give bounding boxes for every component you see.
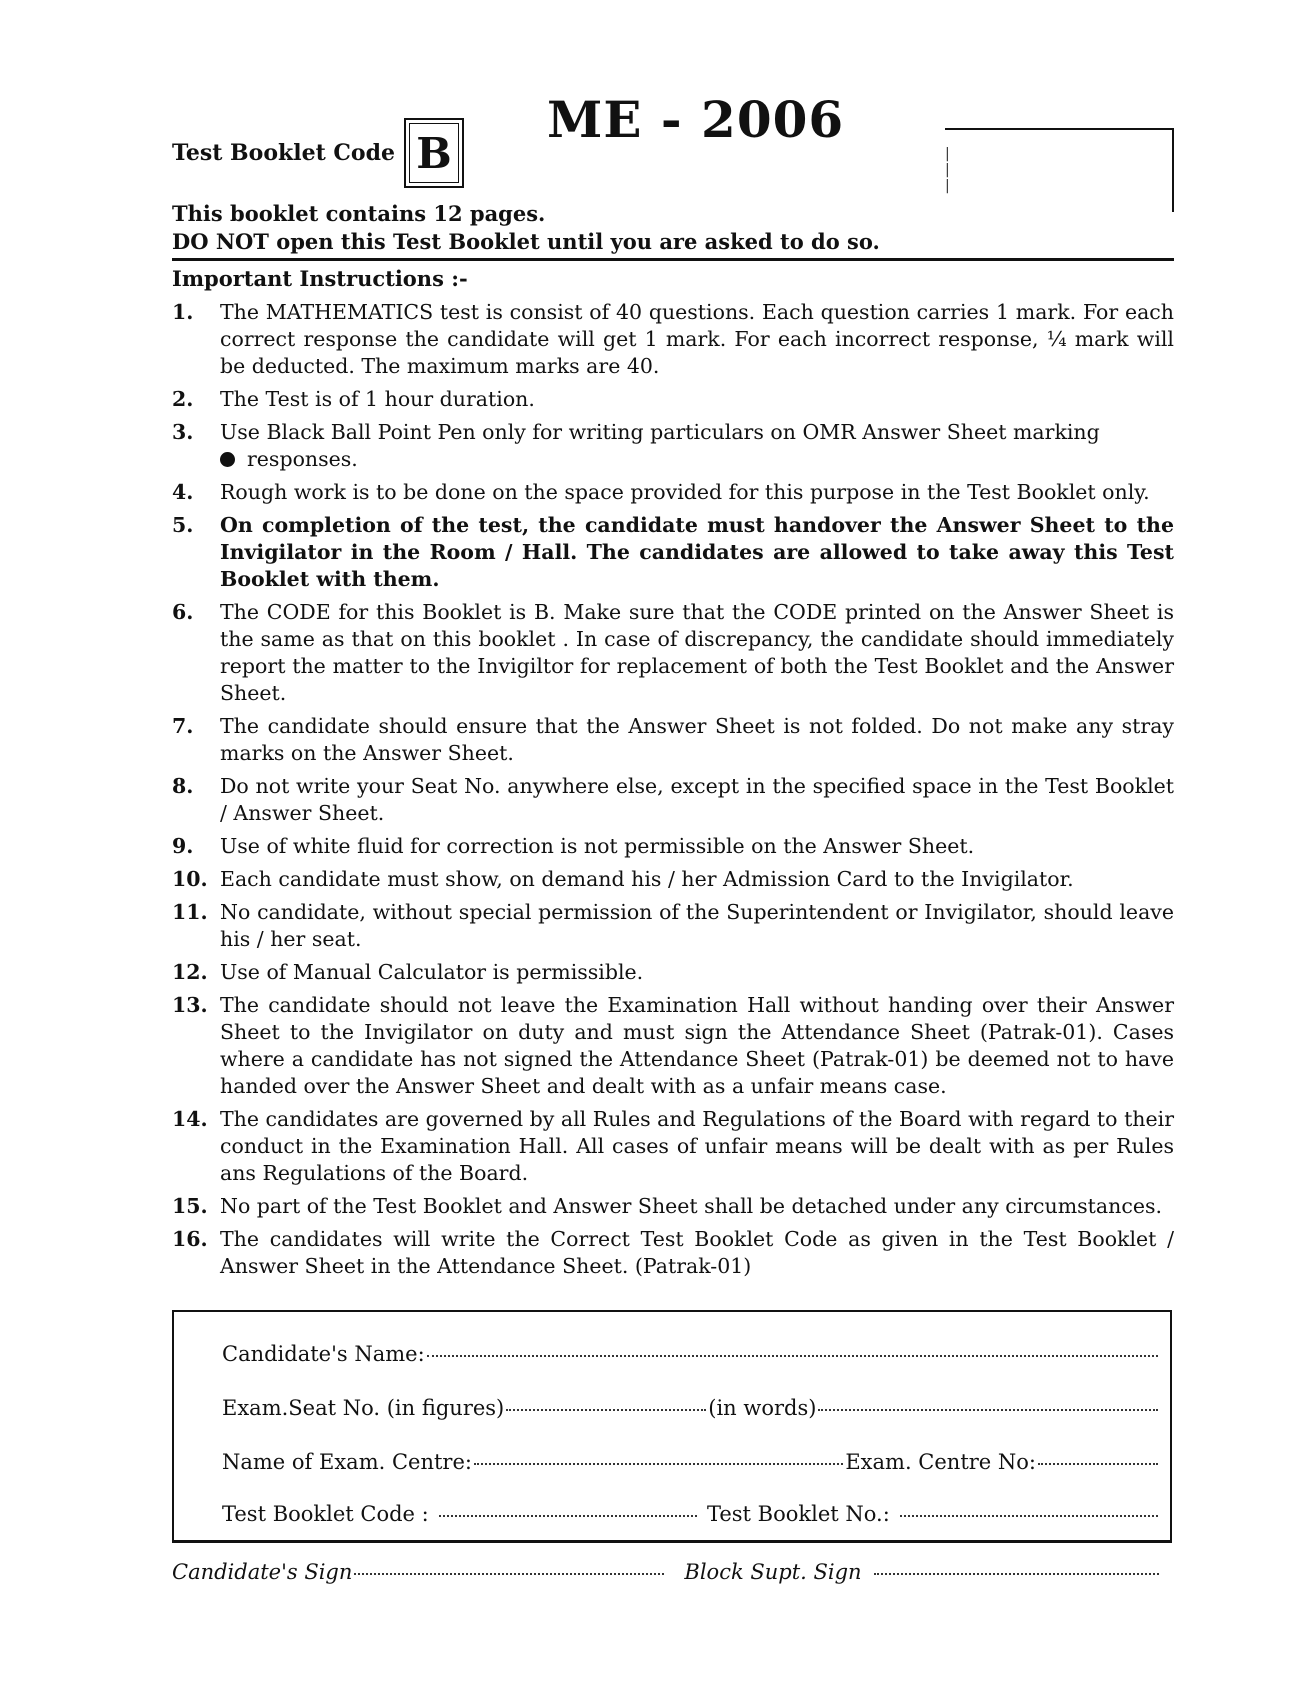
instruction-item: 15. No part of the Test Booklet and Answer Sheet shall be detached under any circumstances.	[172, 1194, 1162, 1218]
instruction-item: 3. Use Black Ball Point Pen only for writing particulars on OMR Answer Sheet marking responses.	[172, 420, 1100, 471]
booklet-notice	[172, 200, 880, 256]
candidate-name-label: Candidate's Name:	[222, 1342, 425, 1366]
centre-no-field[interactable]	[1038, 1463, 1158, 1465]
candidate-name-field[interactable]	[427, 1355, 1158, 1357]
booklet-cover	[172, 0, 1174, 1686]
instruction-item: 6. The CODE for this Booklet is B. Make sure that the CODE printed on the Answer Sheet is the same as that on this booklet . In case of discrepancy, the candidate should immediately report the matter to the Invigiltor for replacement of both the Test Booklet and the Answer Sheet.	[172, 600, 1174, 705]
booklet-info-row	[222, 1502, 1160, 1526]
candidate-details-box	[172, 1310, 1172, 1543]
seat-box-ticks: | | |	[945, 146, 950, 194]
candidate-name-row	[222, 1342, 1160, 1366]
instructions-section	[172, 266, 1174, 1286]
instruction-item: 14. The candidates are governed by all Rules and Regulations of the Board with regard to their conduct in the Examination Hall. All cases of unfair means will be dealt with as per Rules ans Regulations of the Board.	[172, 1107, 1174, 1185]
centre-no-label: Exam. Centre No:	[845, 1450, 1036, 1474]
centre-name-label: Name of Exam. Centre:	[222, 1450, 472, 1474]
instruction-item: 4. Rough work is to be done on the space provided for this purpose in the Test Booklet only.	[172, 480, 1150, 504]
instruction-item: 13. The candidate should not leave the Examination Hall without handing over their Answer Sheet to the Invigilator on duty and must sign the Attendance Sheet (Patrak-01). Cases where a candidate has not signed the Attendance Sheet (Patrak-01) be deemed not to have handed over the Answer Sheet and dealt with as a unfair means case.	[172, 993, 1174, 1098]
instruction-item: 9. Use of white fluid for correction is not permissible on the Answer Sheet.	[172, 834, 975, 858]
page-title: ME - 2006	[547, 90, 845, 149]
pages-count-line: This booklet contains 12 pages.	[172, 201, 546, 226]
instruction-item: 10. Each candidate must show, on demand his / her Admission Card to the Invigilator.	[172, 867, 1074, 891]
booklet-code-field-label: Test Booklet Code :	[222, 1502, 429, 1526]
supt-sign-label: Block Supt. Sign	[684, 1560, 862, 1584]
booklet-code-field[interactable]	[439, 1515, 697, 1517]
booklet-no-label: Test Booklet No.:	[706, 1502, 890, 1526]
seat-figures-label: Exam.Seat No. (in figures)	[222, 1396, 505, 1420]
centre-name-field[interactable]	[474, 1463, 843, 1465]
booklet-code-label: Test Booklet Code	[172, 140, 395, 166]
instructions-heading: Important Instructions :-	[172, 266, 468, 291]
candidate-sign-label: Candidate's Sign	[172, 1560, 353, 1584]
header-divider	[172, 258, 1174, 261]
seat-figures-field[interactable]	[506, 1409, 706, 1411]
instruction-item: 2. The Test is of 1 hour duration.	[172, 387, 535, 411]
instruction-item: 5. On completion of the test, the candidate must handover the Answer Sheet to the Invigilator in the Room / Hall. The candidates are allowed to take away this Test Booklet with them.	[172, 513, 1174, 591]
candidate-sign-field[interactable]	[354, 1573, 664, 1575]
seat-words-field[interactable]	[818, 1409, 1158, 1411]
instruction-item: 12. Use of Manual Calculator is permissible.	[172, 960, 644, 984]
filled-bubble-icon	[220, 452, 235, 467]
instruction-item: 8. Do not write your Seat No. anywhere else, except in the specified space in the Test Booklet / Answer Sheet.	[172, 774, 1174, 825]
open-warning-line: DO NOT open this Test Booklet until you are asked to do so.	[172, 229, 880, 254]
booklet-no-field[interactable]	[900, 1515, 1158, 1517]
seat-words-label: (in words)	[708, 1396, 817, 1420]
booklet-code-box: B	[404, 118, 464, 188]
signature-row	[172, 1560, 1174, 1584]
instruction-item: 11. No candidate, without special permission of the Superintendent or Invigilator, should leave his / her seat.	[172, 900, 1174, 951]
seat-number-box	[945, 128, 1174, 212]
supt-sign-field[interactable]	[874, 1573, 1159, 1575]
instruction-item: 7. The candidate should ensure that the Answer Sheet is not folded. Do not make any stray marks on the Answer Sheet.	[172, 714, 1174, 765]
seat-number-row	[222, 1396, 1160, 1420]
exam-centre-row	[222, 1450, 1160, 1474]
instruction-item: 16. The candidates will write the Correct Test Booklet Code as given in the Test Booklet / Answer Sheet in the Attendance Sheet. (Patrak-01)	[172, 1227, 1174, 1278]
instruction-item: 1. The MATHEMATICS test is consist of 40 questions. Each question carries 1 mark. For each correct response the candidate will get 1 mark. For each incorrect response, ¼ mark will be deducted. The maximum marks are 40.	[172, 300, 1174, 378]
header	[172, 80, 1174, 254]
